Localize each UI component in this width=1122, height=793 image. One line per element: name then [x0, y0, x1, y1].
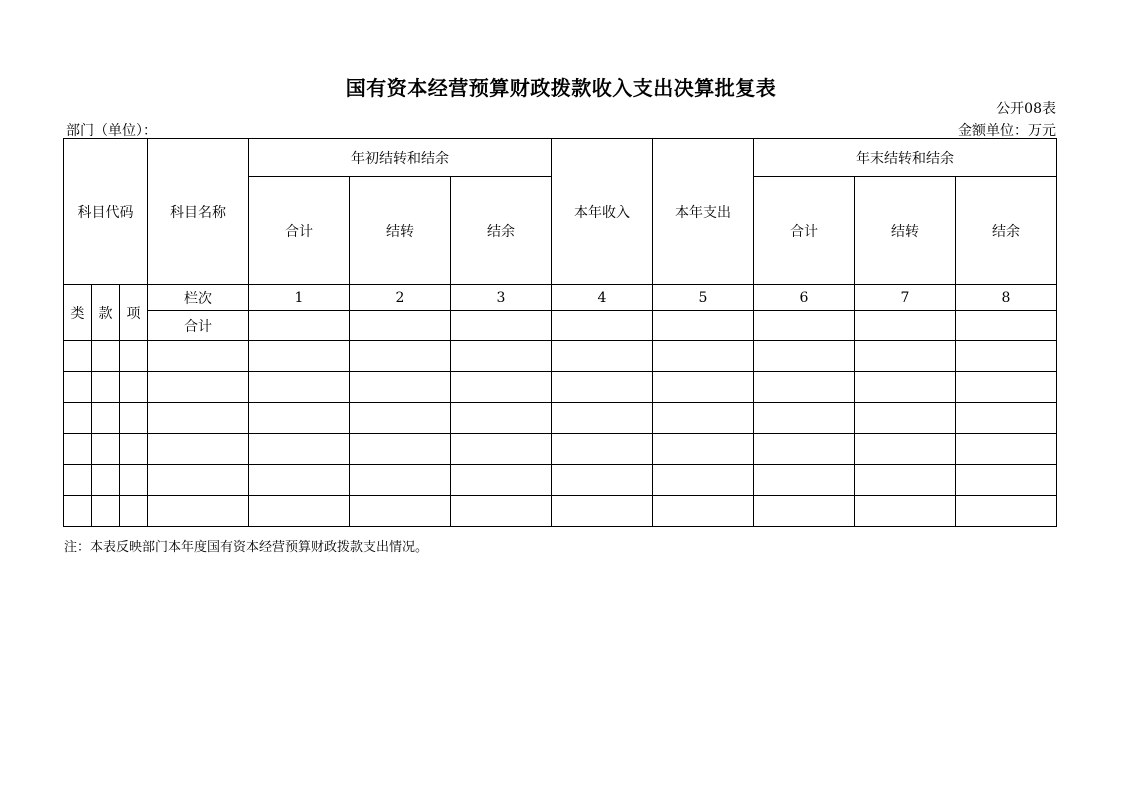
table-cell: [451, 465, 552, 496]
table-row: [64, 434, 1057, 465]
header-end-carryover: 结转: [855, 177, 956, 285]
table-cell: [148, 341, 249, 372]
table-cell: [350, 496, 451, 527]
table-cell: [148, 372, 249, 403]
table-cell: [552, 311, 653, 341]
table-cell: [653, 372, 754, 403]
table-cell: [754, 403, 855, 434]
table-cell: [754, 465, 855, 496]
table-cell: [552, 341, 653, 372]
table-cell: [120, 465, 148, 496]
table-cell: [552, 434, 653, 465]
table-cell: [653, 341, 754, 372]
table-cell: [64, 372, 92, 403]
table-cell: [956, 403, 1057, 434]
table-cell: [956, 311, 1057, 341]
header-section: 款: [92, 285, 120, 341]
table-cell: [92, 434, 120, 465]
table-cell: [120, 496, 148, 527]
table-cell: [92, 372, 120, 403]
table-cell: [249, 403, 350, 434]
table-cell: [451, 496, 552, 527]
table-cell: [855, 465, 956, 496]
table-cell: [120, 434, 148, 465]
table-cell: [92, 465, 120, 496]
table-cell: [552, 372, 653, 403]
table-cell: [350, 372, 451, 403]
header-subject-code: 科目代码: [64, 139, 148, 285]
header-item: 项: [120, 285, 148, 341]
table-cell: [754, 372, 855, 403]
col-number: 5: [653, 285, 754, 311]
table-row: [64, 372, 1057, 403]
table-cell: [350, 403, 451, 434]
col-number: 4: [552, 285, 653, 311]
table-cell: [653, 465, 754, 496]
header-end-total: 合计: [754, 177, 855, 285]
table-cell: [148, 434, 249, 465]
table-cell: [64, 496, 92, 527]
table-cell: [249, 341, 350, 372]
table-cell: [956, 341, 1057, 372]
table-cell: [64, 403, 92, 434]
table-cell: [64, 341, 92, 372]
table-cell: [148, 403, 249, 434]
header-begin-balance: 年初结转和结余: [249, 139, 552, 177]
table-cell: [451, 372, 552, 403]
col-number: 8: [956, 285, 1057, 311]
table-cell: [552, 465, 653, 496]
table-cell: [92, 341, 120, 372]
header-begin-carryover: 结转: [350, 177, 451, 285]
header-begin-total: 合计: [249, 177, 350, 285]
table-cell: [855, 496, 956, 527]
table-cell: [120, 341, 148, 372]
table-cell: [249, 434, 350, 465]
table-cell: [855, 372, 956, 403]
table-cell: [956, 372, 1057, 403]
col-number: 3: [451, 285, 552, 311]
table-cell: [653, 311, 754, 341]
table-cell: [92, 403, 120, 434]
table-row: [64, 465, 1057, 496]
table-cell: [552, 496, 653, 527]
col-number: 2: [350, 285, 451, 311]
table-cell: [855, 434, 956, 465]
table-cell: [350, 465, 451, 496]
header-subject-name: 科目名称: [148, 139, 249, 285]
table-cell: [92, 496, 120, 527]
row-index-label: 栏次: [148, 285, 249, 311]
table-cell: [754, 311, 855, 341]
table-cell: [653, 434, 754, 465]
table-cell: [552, 403, 653, 434]
table-cell: [120, 372, 148, 403]
header-end-balance: 年末结转和结余: [754, 139, 1057, 177]
table-cell: [350, 434, 451, 465]
table-cell: [451, 403, 552, 434]
department-label: 部门（单位）：: [66, 123, 157, 139]
table-row: [64, 403, 1057, 434]
header-expense: 本年支出: [653, 139, 754, 285]
table-cell: [249, 496, 350, 527]
table-cell: [64, 465, 92, 496]
table-cell: [754, 341, 855, 372]
table-cell: [249, 465, 350, 496]
table-cell: [754, 434, 855, 465]
table-cell: [64, 434, 92, 465]
table-cell: [249, 372, 350, 403]
table-cell: [120, 403, 148, 434]
table-cell: [855, 341, 956, 372]
table-cell: [148, 465, 249, 496]
col-number: 6: [754, 285, 855, 311]
form-number: 公开08表: [996, 101, 1056, 117]
header-class: 类: [64, 285, 92, 341]
budget-table: [63, 138, 1057, 527]
table-cell: [350, 341, 451, 372]
table-row: [64, 496, 1057, 527]
amount-unit: 金额单位：万元: [958, 123, 1056, 139]
col-number: 1: [249, 285, 350, 311]
table-cell: [350, 311, 451, 341]
table-cell: [754, 496, 855, 527]
table-note: 注：本表反映部门本年度国有资本经营预算财政拨款支出情况。: [64, 540, 429, 555]
table-cell: [956, 434, 1057, 465]
header-end-surplus: 结余: [956, 177, 1057, 285]
header-income: 本年收入: [552, 139, 653, 285]
table-cell: [148, 496, 249, 527]
report-title: 国有资本经营预算财政拨款收入支出决算批复表: [345, 76, 777, 100]
table-cell: [451, 434, 552, 465]
row-total-label: 合计: [148, 311, 249, 341]
table-cell: [653, 403, 754, 434]
table-cell: [653, 496, 754, 527]
table-row: [64, 341, 1057, 372]
table-cell: [956, 496, 1057, 527]
table-cell: [855, 311, 956, 341]
header-begin-surplus: 结余: [451, 177, 552, 285]
table-cell: [956, 465, 1057, 496]
col-number: 7: [855, 285, 956, 311]
table-cell: [249, 311, 350, 341]
table-cell: [855, 403, 956, 434]
table-cell: [451, 311, 552, 341]
table-cell: [451, 341, 552, 372]
